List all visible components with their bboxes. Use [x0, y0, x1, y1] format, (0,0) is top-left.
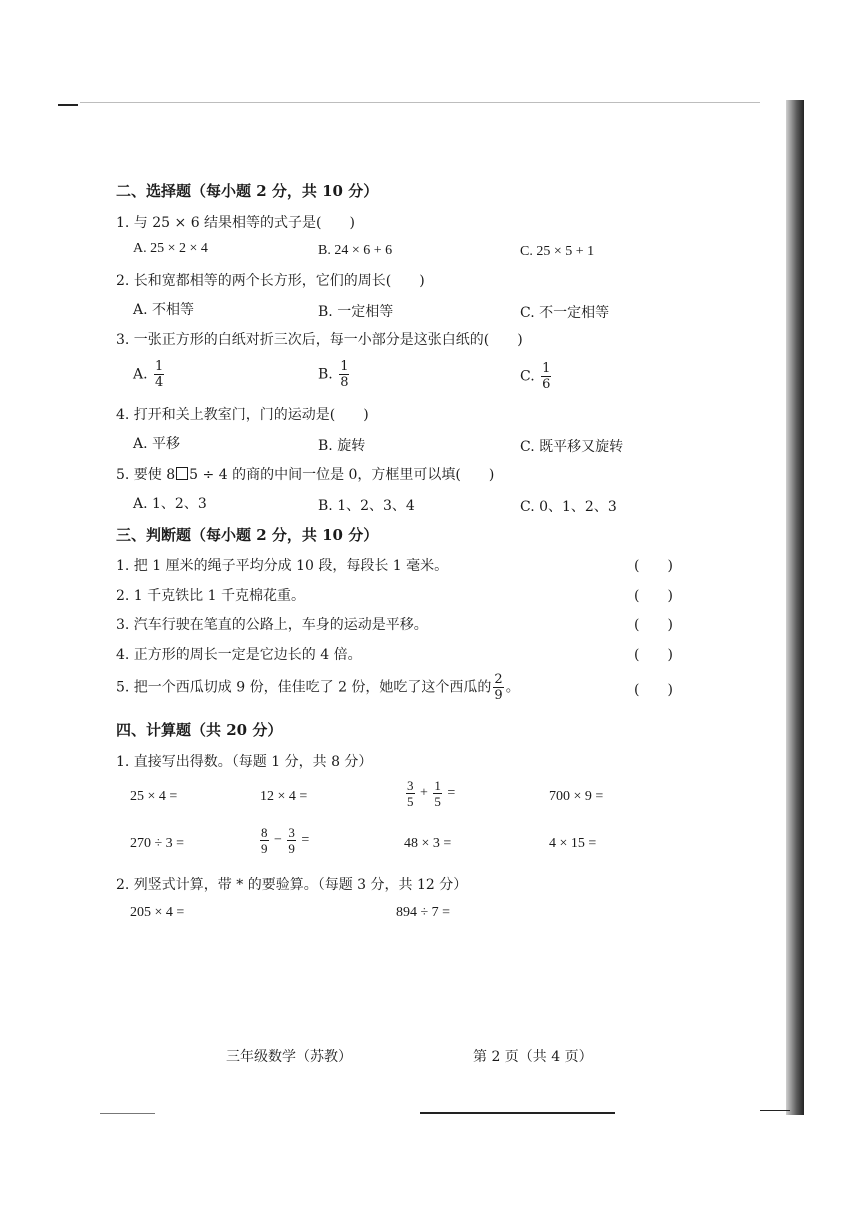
choice-q3-stem: 3. 一张正方形的白纸对折三次后，每一小部分是这张白纸的( ): [116, 332, 523, 348]
scan-edge-right: [786, 100, 804, 1115]
choice-q3-option-a: A. $\frac{1}{4}$: [133, 359, 164, 390]
calc-row2-d: 4 × 15 =: [549, 836, 597, 851]
calc-part2-item-1: 205 × 4 =: [130, 905, 185, 920]
calc-row1-b: 12 × 4 =: [260, 789, 308, 804]
scan-mark-top-left: [58, 104, 78, 106]
fraction: $\frac{3}{5}$: [407, 778, 414, 809]
choice-q5-option-a: A. 1、2、3: [133, 496, 207, 512]
blank-box: [176, 467, 188, 480]
choice-q4-stem: 4. 打开和关上教室门，门的运动是( ): [116, 407, 369, 423]
calc-part1-title: 1. 直接写出得数。（每题 1 分，共 8 分）: [116, 754, 373, 770]
judge-bracket-2[interactable]: ( ): [634, 588, 673, 604]
choice-q3-option-b: B. $\frac{1}{8}$: [318, 359, 349, 390]
judge-bracket-4[interactable]: ( ): [634, 647, 673, 663]
judge-bracket-5[interactable]: ( ): [634, 682, 673, 698]
calc-row2-a: 270 ÷ 3 =: [130, 836, 185, 851]
fraction: $\frac{2}{9}$: [494, 672, 503, 703]
calc-row1-a: 25 × 4 =: [130, 789, 178, 804]
section-judge-title: 三、判断题（每小题 2 分，共 10 分）: [116, 526, 379, 544]
fraction: $\frac{1}{4}$: [155, 359, 164, 390]
choice-q2-option-b: B. 一定相等: [318, 304, 394, 320]
choice-q1-option-c: C. 25 × 5 + 1: [520, 244, 595, 259]
calc-row1-d: 700 × 9 =: [549, 789, 604, 804]
judge-bracket-3[interactable]: ( ): [634, 617, 673, 633]
calc-part2-title: 2. 列竖式计算，带 * 的要验算。（每题 3 分，共 12 分）: [116, 877, 468, 893]
choice-q5-option-b: B. 1、2、3、4: [318, 498, 415, 514]
choice-q1-stem: 1. 与 25 × 6 结果相等的式子是( ): [116, 215, 355, 231]
fraction: $\frac{1}{6}$: [542, 361, 551, 392]
scan-mark-bottom-right: [760, 1110, 790, 1111]
choice-q2-option-a: A. 不相等: [133, 302, 195, 318]
judge-item-1: 1. 把 1 厘米的绳子平均分成 10 段，每段长 1 毫米。: [116, 558, 449, 574]
choice-q4-option-c: C. 既平移又旋转: [520, 439, 624, 455]
fraction: $\frac{1}{5}$: [434, 778, 441, 809]
calc-row2-b: $\frac{8}{9}$ − $\frac{3}{9}$ =: [261, 825, 310, 856]
choice-q2-option-c: C. 不一定相等: [520, 305, 610, 321]
section-choice-title: 二、选择题（每小题 2 分，共 10 分）: [116, 182, 379, 200]
choice-q4-option-b: B. 旋转: [318, 438, 366, 454]
judge-item-2: 2. 1 千克铁比 1 千克棉花重。: [116, 588, 305, 604]
scan-line-top: [80, 102, 760, 103]
choice-q3-option-c: C. $\frac{1}{6}$: [520, 361, 551, 392]
footer-subject: 三年级数学（苏教）: [226, 1049, 352, 1065]
fraction: $\frac{8}{9}$: [261, 825, 268, 856]
fraction: $\frac{3}{9}$: [288, 825, 295, 856]
section-calc-title: 四、计算题（共 20 分）: [116, 721, 283, 739]
choice-q1-option-a: A. 25 × 2 × 4: [133, 241, 208, 256]
scan-line-bottom: [420, 1112, 615, 1114]
judge-item-4: 4. 正方形的周长一定是它边长的 4 倍。: [116, 647, 362, 663]
judge-item-5: 5. 把一个西瓜切成 9 份，佳佳吃了 2 份，她吃了这个西瓜的 $\frac{2}{9}$ 。: [116, 672, 520, 703]
calc-part2-item-2: 894 ÷ 7 =: [396, 905, 451, 920]
choice-q4-option-a: A. 平移: [133, 436, 181, 452]
calc-row1-c: $\frac{3}{5}$ + $\frac{1}{5}$ =: [407, 778, 456, 809]
choice-q1-option-b: B. 24 × 6 + 6: [318, 243, 393, 258]
footer-page-number: 第 2 页（共 4 页）: [473, 1049, 593, 1065]
choice-q5-stem: 5. 要使 8 5 ÷ 4 的商的中间一位是 0，方框里可以填( ): [116, 467, 495, 483]
choice-q5-option-c: C. 0、1、2、3: [520, 499, 617, 515]
judge-item-3: 3. 汽车行驶在笔直的公路上，车身的运动是平移。: [116, 617, 428, 633]
choice-q2-stem: 2. 长和宽都相等的两个长方形，它们的周长( ): [116, 273, 425, 289]
fraction: $\frac{1}{8}$: [340, 359, 349, 390]
scan-mark-bottom-left: [100, 1113, 155, 1114]
judge-bracket-1[interactable]: ( ): [634, 558, 673, 574]
calc-row2-c: 48 × 3 =: [404, 836, 452, 851]
